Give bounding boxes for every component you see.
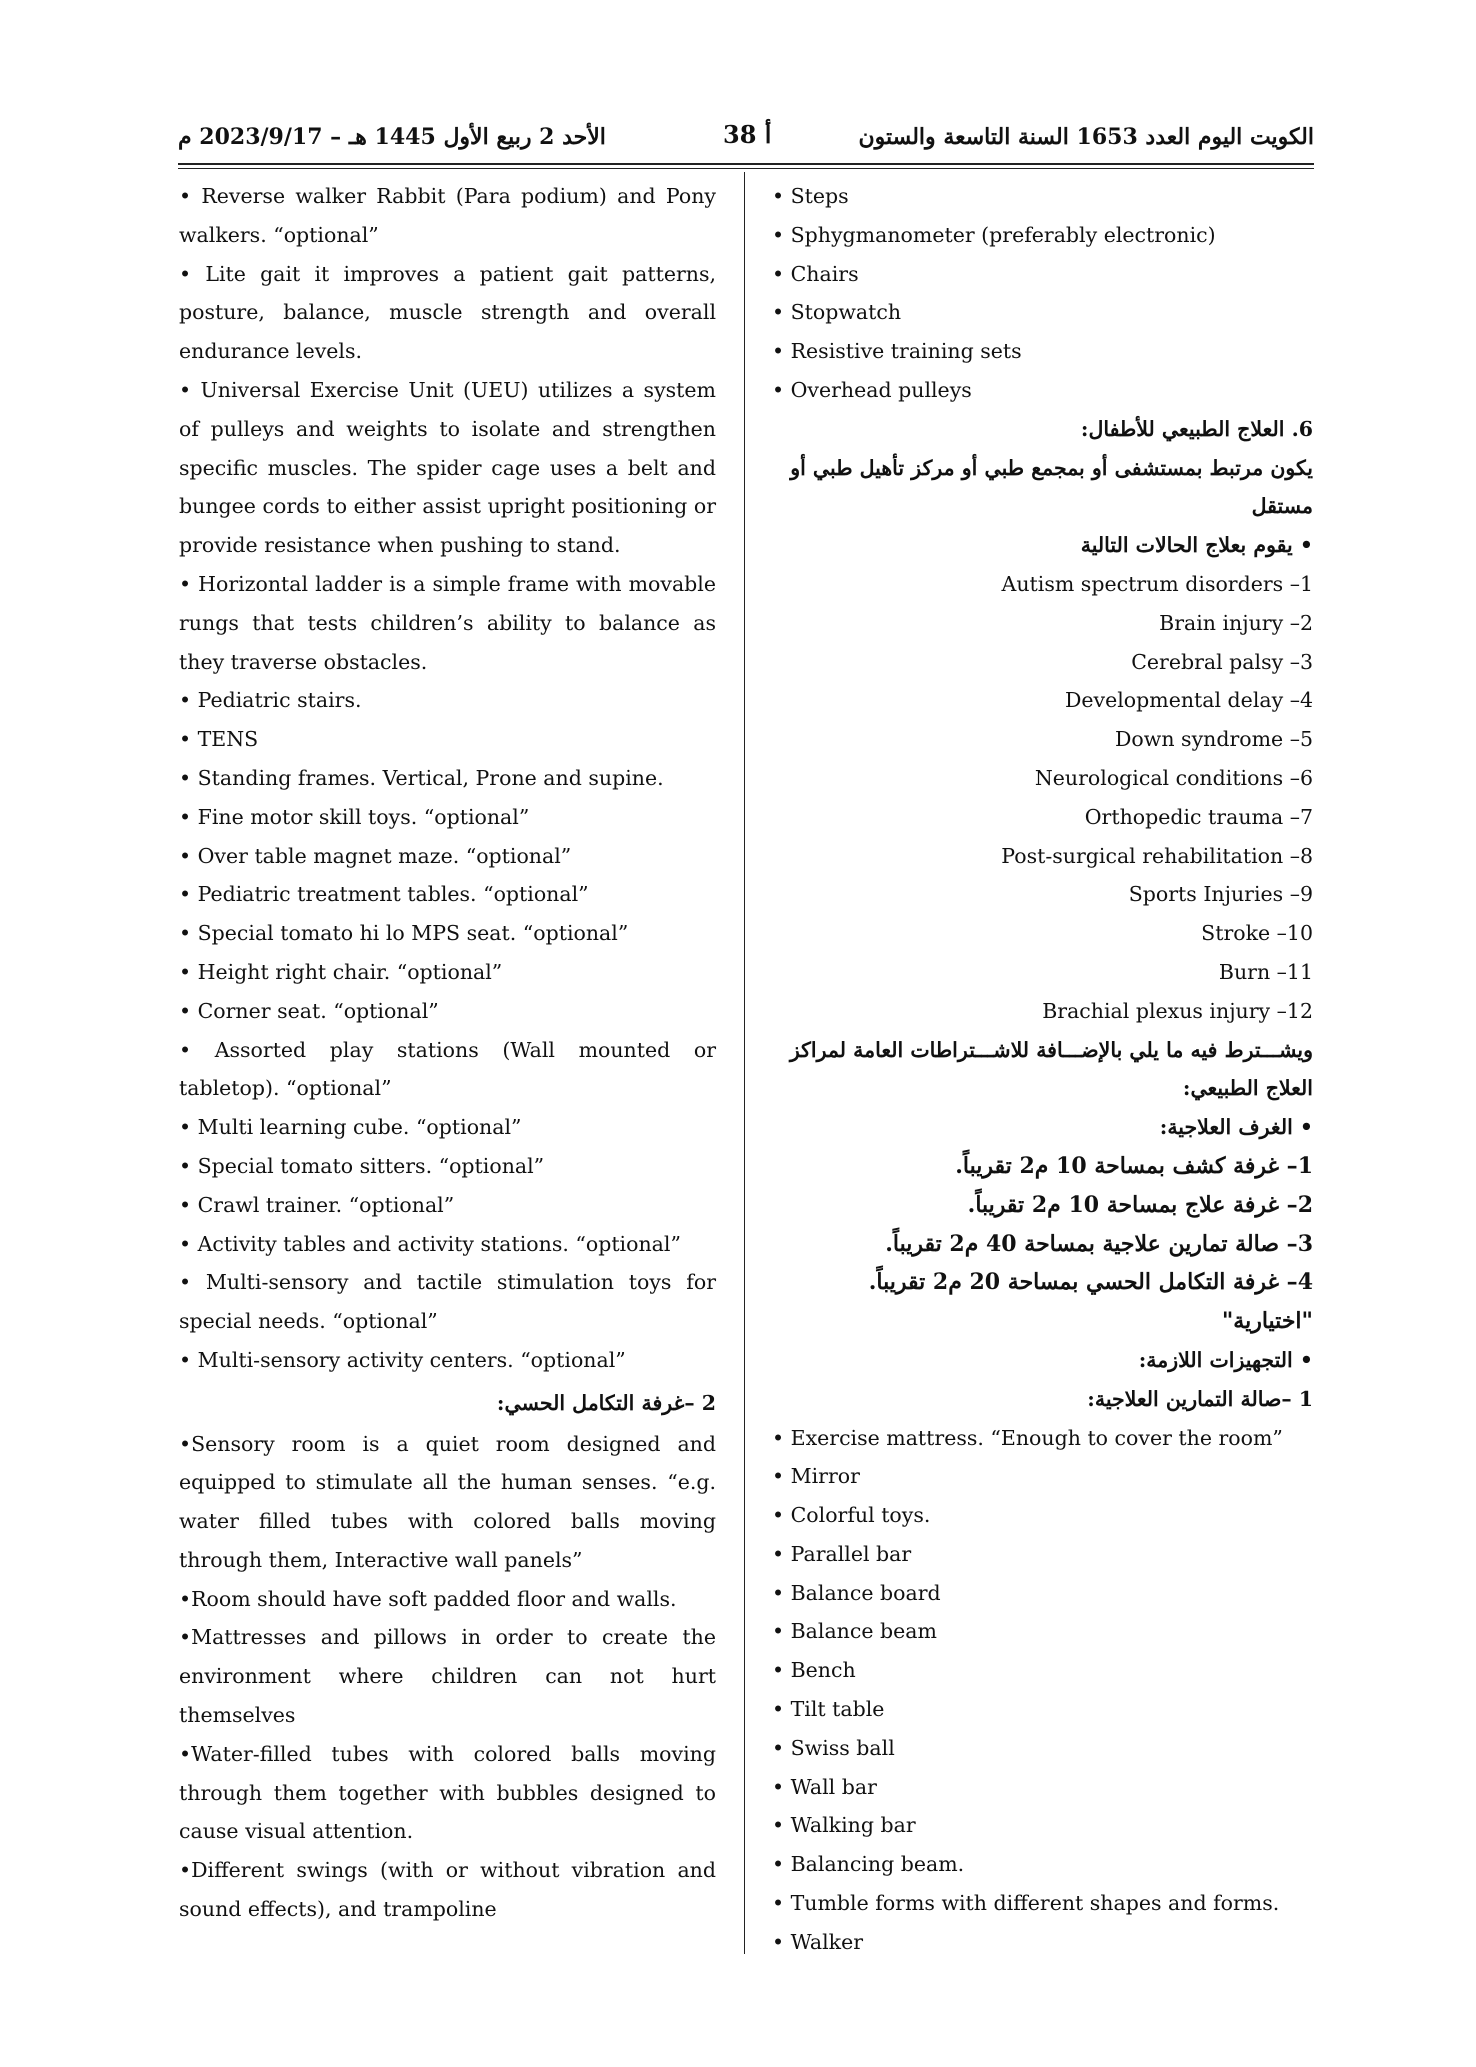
list-item: • Assorted play stations (Wall mounted or tabletop). “optional” xyxy=(179,1037,716,1101)
rooms-heading: • الغرف العلاجية: xyxy=(1159,1115,1313,1140)
header-issue: الكويت اليوم العدد 1653 السنة التاسعة والستون xyxy=(858,124,1314,150)
list-item: • Exercise mattress. “Enough to cover the room” xyxy=(772,1425,1283,1450)
list-item: • Special tomato hi lo MPS seat. “optional” xyxy=(179,921,629,946)
list-item: • Pediatric stairs. xyxy=(179,688,362,713)
list-item: • Multi-sensory and tactile stimulation toys for special needs. “optional” xyxy=(179,1270,716,1334)
list-item: • Lite gait it improves a patient gait patterns, posture, balance, muscle strength and overall endurance levels. xyxy=(179,261,716,364)
room-item: 3– صالة تمارين علاجية بمساحة 40 م2 تقريباً. xyxy=(885,1230,1313,1257)
right-column xyxy=(772,177,1313,1962)
exercise-hall-heading: 1 –صالة التمارين العلاجية: xyxy=(1087,1386,1313,1411)
room-item: 2– غرفة علاج بمساحة 10 م2 تقريباً. xyxy=(967,1191,1313,1218)
list-item: • Special tomato sitters. “optional” xyxy=(179,1153,545,1178)
list-item: • Resistive training sets xyxy=(772,339,1022,364)
page-header xyxy=(178,120,1314,160)
list-item: • Multi learning cube. “optional” xyxy=(179,1115,522,1140)
header-rule-thin xyxy=(178,168,1314,169)
room-item: 1– غرفة كشف بمساحة 10 م2 تقريباً. xyxy=(955,1152,1313,1179)
condition-item: Autism spectrum disorders –1 xyxy=(1001,571,1313,596)
header-rule-thick xyxy=(178,163,1314,165)
list-item: • Height right chair. “optional” xyxy=(179,959,503,984)
room-item: 4– غرفة التكامل الحسي بمساحة 20 م2 تقريباً. "اختيارية" xyxy=(868,1269,1313,1335)
list-item: • Over table magnet maze. “optional” xyxy=(179,843,572,868)
header-page-number: أ 38 xyxy=(723,120,772,149)
list-item: • Balancing beam. xyxy=(772,1852,965,1877)
list-item: • Corner seat. “optional” xyxy=(179,998,439,1023)
list-item: • Reverse walker Rabbit (Para podium) and Pony walkers. “optional” xyxy=(179,184,716,247)
list-item: • Horizontal ladder is a simple frame with movable rungs that tests children’s ability to balance as they traverse obstacles. xyxy=(179,571,716,674)
equipment-heading: • التجهيزات اللازمة: xyxy=(1138,1347,1313,1372)
list-item: • Standing frames. Vertical, Prone and supine. xyxy=(179,765,664,790)
requirements-text: ويشـــترط فيه ما يلي بالإضـــافة للاشـــتراطات العامة لمراكز العلاج الطبيعي: xyxy=(789,1037,1313,1101)
list-item: • Bench xyxy=(772,1658,856,1683)
left-column xyxy=(179,177,716,1929)
list-item: • Tilt table xyxy=(772,1697,885,1722)
condition-item: Stroke –10 xyxy=(1201,921,1313,946)
condition-item: Down syndrome –5 xyxy=(1115,727,1313,752)
list-item: • Walker xyxy=(772,1929,864,1954)
list-item: • Crawl trainer. “optional” xyxy=(179,1192,455,1217)
list-item: • Overhead pulleys xyxy=(772,377,972,402)
list-item: •Different swings (with or without vibration and sound effects), and trampoline xyxy=(179,1858,716,1922)
sensory-room-heading: 2 –غرفة التكامل الحسي: xyxy=(496,1390,716,1415)
list-item: • Pediatric treatment tables. “optional” xyxy=(179,882,589,907)
list-item: •Mattresses and pillows in order to create the environment where children can not hurt themselves xyxy=(179,1625,716,1728)
list-item: • Parallel bar xyxy=(772,1541,912,1566)
list-item: • TENS xyxy=(179,727,259,752)
column-divider xyxy=(744,172,745,1954)
header-date: الأحد 2 ربيع الأول 1445 هـ – 2023/9/17 م xyxy=(178,124,606,150)
condition-item: Post-surgical rehabilitation –8 xyxy=(1001,843,1313,868)
list-item: • Walking bar xyxy=(772,1813,916,1838)
condition-item: Developmental delay –4 xyxy=(1064,688,1313,713)
condition-item: Neurological conditions –6 xyxy=(1034,765,1313,790)
condition-item: Brachial plexus injury –12 xyxy=(1042,998,1313,1023)
section-6-title: 6. العلاج الطبيعي للأطفال: xyxy=(1080,416,1313,441)
list-item: • Sphygmanometer (preferably electronic) xyxy=(772,222,1216,247)
condition-item: Sports Injuries –9 xyxy=(1128,882,1313,907)
list-item: • Tumble forms with different shapes and forms. xyxy=(772,1891,1280,1916)
conditions-intro: • يقوم بعلاج الحالات التالية xyxy=(1080,533,1313,558)
list-item: • Steps xyxy=(772,184,849,208)
list-item: • Mirror xyxy=(772,1464,860,1489)
condition-item: Orthopedic trauma –7 xyxy=(1084,804,1313,829)
condition-item: Cerebral palsy –3 xyxy=(1131,649,1313,674)
condition-item: Burn –11 xyxy=(1218,959,1313,984)
list-item: • Universal Exercise Unit (UEU) utilizes a system of pulleys and weights to isolate and strengthen specific muscles. The spider cage uses a belt and bungee cords to either assist upright positioning or provide resistance when pushing to stand. xyxy=(179,377,716,558)
list-item: • Wall bar xyxy=(772,1774,877,1799)
list-item: • Balance board xyxy=(772,1580,941,1605)
condition-item: Brain injury –2 xyxy=(1159,610,1313,635)
list-item: •Sensory room is a quiet room designed and equipped to stimulate all the human senses. “e.g. water filled tubes with colored balls moving through them, Interactive wall panels” xyxy=(179,1431,716,1572)
list-item: •Water-filled tubes with colored balls moving through them together with bubbles designed to cause visual attention. xyxy=(179,1741,716,1844)
list-item: •Room should have soft padded floor and walls. xyxy=(179,1586,677,1611)
list-item: • Chairs xyxy=(772,261,859,286)
list-item: • Activity tables and activity stations. “optional” xyxy=(179,1231,681,1256)
section-6-intro: يكون مرتبط بمستشفى أو بمجمع طبي أو مركز تأهيل طبي أو مستقل xyxy=(790,455,1313,519)
list-item: • Swiss ball xyxy=(772,1735,895,1760)
list-item: • Fine motor skill toys. “optional” xyxy=(179,804,530,829)
list-item: • Stopwatch xyxy=(772,300,902,325)
list-item: • Multi-sensory activity centers. “optional” xyxy=(179,1347,626,1372)
list-item: • Balance beam xyxy=(772,1619,937,1644)
list-item: • Colorful toys. xyxy=(772,1503,931,1528)
